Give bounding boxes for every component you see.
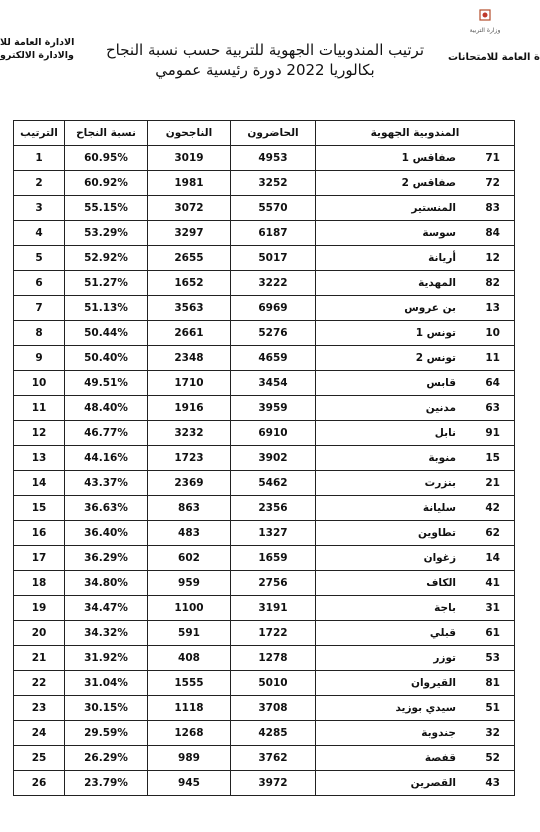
rank-cell: 14	[14, 471, 65, 496]
passed-cell: 1100	[148, 596, 231, 621]
table-row	[14, 321, 515, 346]
table-row	[14, 371, 515, 396]
region-cell	[316, 296, 515, 321]
passed-cell: 408	[148, 646, 231, 671]
ministry-logo	[456, 8, 514, 36]
region-code: 72	[485, 177, 500, 189]
region-code: 41	[485, 577, 500, 589]
present-cell: 5010	[231, 671, 316, 696]
passed-cell: 1555	[148, 671, 231, 696]
rank-cell: 11	[14, 396, 65, 421]
rank-cell: 19	[14, 596, 65, 621]
region-cell	[316, 771, 515, 796]
present-cell: 1659	[231, 546, 316, 571]
region-code: 53	[485, 652, 500, 664]
left-org-line1: الادارة العامة للا	[0, 37, 75, 48]
region-code: 81	[485, 677, 500, 689]
success-rate-cell: 51.27%	[65, 271, 148, 296]
table-body	[14, 146, 515, 796]
present-cell: 4285	[231, 721, 316, 746]
region-name: زغوان	[423, 552, 456, 564]
table-row	[14, 596, 515, 621]
passed-cell: 1723	[148, 446, 231, 471]
region-cell	[316, 496, 515, 521]
header-region: المندوبية الجهوية	[316, 121, 515, 146]
region-code: 64	[485, 377, 500, 389]
region-code: 15	[485, 452, 500, 464]
logo-text: وزارة التربية	[469, 27, 501, 34]
success-rate-cell: 60.92%	[65, 171, 148, 196]
present-cell: 6187	[231, 221, 316, 246]
ranking-table	[13, 120, 515, 796]
table-row	[14, 271, 515, 296]
region-name: صفاقس 1	[401, 152, 456, 164]
success-rate-cell: 26.29%	[65, 746, 148, 771]
region-code: 63	[485, 402, 500, 414]
success-rate-cell: 43.37%	[65, 471, 148, 496]
region-code: 62	[485, 527, 500, 539]
rank-cell: 5	[14, 246, 65, 271]
region-code: 84	[485, 227, 500, 239]
table-row	[14, 396, 515, 421]
present-cell: 3902	[231, 446, 316, 471]
success-rate-cell: 31.92%	[65, 646, 148, 671]
success-rate-cell: 29.59%	[65, 721, 148, 746]
success-rate-cell: 30.15%	[65, 696, 148, 721]
region-name: سليانة	[422, 502, 456, 514]
region-cell	[316, 571, 515, 596]
rank-cell: 9	[14, 346, 65, 371]
rank-cell: 6	[14, 271, 65, 296]
left-org-line2: والادارة الالكترو	[0, 50, 74, 61]
region-code: 32	[485, 727, 500, 739]
success-rate-cell: 53.29%	[65, 221, 148, 246]
region-code: 10	[485, 327, 500, 339]
table-row	[14, 146, 515, 171]
region-name: المهدية	[418, 277, 456, 289]
region-code: 12	[485, 252, 500, 264]
region-cell	[316, 271, 515, 296]
table-header-row	[14, 121, 515, 146]
region-cell	[316, 746, 515, 771]
region-code: 91	[485, 427, 500, 439]
region-cell	[316, 446, 515, 471]
region-name: سوسة	[422, 227, 456, 239]
table-row	[14, 296, 515, 321]
present-cell: 1722	[231, 621, 316, 646]
passed-cell: 2661	[148, 321, 231, 346]
title-line1: ترتيب المندوبيات الجهوية للتربية حسب نسبة النجاح	[105, 41, 425, 59]
success-rate-cell: 36.40%	[65, 521, 148, 546]
region-cell	[316, 146, 515, 171]
passed-cell: 483	[148, 521, 231, 546]
rank-cell: 21	[14, 646, 65, 671]
success-rate-cell: 50.44%	[65, 321, 148, 346]
region-code: 83	[485, 202, 500, 214]
rank-cell: 25	[14, 746, 65, 771]
success-rate-cell: 23.79%	[65, 771, 148, 796]
success-rate-cell: 44.16%	[65, 446, 148, 471]
region-cell	[316, 246, 515, 271]
table-row	[14, 771, 515, 796]
present-cell: 5570	[231, 196, 316, 221]
passed-cell: 1710	[148, 371, 231, 396]
rank-cell: 7	[14, 296, 65, 321]
passed-cell: 591	[148, 621, 231, 646]
table-row	[14, 671, 515, 696]
passed-cell: 1268	[148, 721, 231, 746]
passed-cell: 2369	[148, 471, 231, 496]
passed-cell: 602	[148, 546, 231, 571]
header-rank: الترتيب	[14, 121, 65, 146]
region-cell	[316, 596, 515, 621]
table-row	[14, 171, 515, 196]
present-cell: 4953	[231, 146, 316, 171]
passed-cell: 989	[148, 746, 231, 771]
region-name: منوبة	[428, 452, 456, 464]
success-rate-cell: 48.40%	[65, 396, 148, 421]
success-rate-cell: 60.95%	[65, 146, 148, 171]
region-name: بن عروس	[404, 302, 456, 314]
region-name: القصرين	[410, 777, 456, 789]
present-cell: 3762	[231, 746, 316, 771]
present-cell: 3191	[231, 596, 316, 621]
region-code: 42	[485, 502, 500, 514]
region-name: قبلي	[429, 627, 456, 639]
present-cell: 3252	[231, 171, 316, 196]
region-cell	[316, 471, 515, 496]
region-name: القيروان	[410, 677, 456, 689]
present-cell: 3959	[231, 396, 316, 421]
region-cell	[316, 371, 515, 396]
present-cell: 1327	[231, 521, 316, 546]
region-code: 11	[485, 352, 500, 364]
rank-cell: 18	[14, 571, 65, 596]
present-cell: 1278	[231, 646, 316, 671]
present-cell: 2756	[231, 571, 316, 596]
region-name: جندوبة	[421, 727, 456, 739]
region-code: 31	[485, 602, 500, 614]
passed-cell: 3563	[148, 296, 231, 321]
left-organization-header	[0, 36, 75, 62]
rank-cell: 26	[14, 771, 65, 796]
rank-cell: 22	[14, 671, 65, 696]
table-row	[14, 196, 515, 221]
table-row	[14, 346, 515, 371]
header-success-rate: نسبة النجاح	[65, 121, 148, 146]
region-cell	[316, 546, 515, 571]
region-name: بنزرت	[424, 477, 456, 489]
table-row	[14, 496, 515, 521]
region-name: صفاقس 2	[401, 177, 456, 189]
success-rate-cell: 55.15%	[65, 196, 148, 221]
region-name: نابل	[434, 427, 456, 439]
region-cell	[316, 171, 515, 196]
success-rate-cell: 36.29%	[65, 546, 148, 571]
region-name: توزر	[433, 652, 456, 664]
region-cell	[316, 421, 515, 446]
table-row	[14, 221, 515, 246]
region-code: 51	[485, 702, 500, 714]
header-present: الحاضرون	[231, 121, 316, 146]
region-cell	[316, 646, 515, 671]
passed-cell: 1118	[148, 696, 231, 721]
region-name: باجة	[434, 602, 456, 614]
region-name: تطاوين	[417, 527, 456, 539]
right-org-header: ة العامة للامتحانات	[448, 52, 540, 63]
table-row	[14, 521, 515, 546]
region-name: المنستير	[411, 202, 456, 214]
success-rate-cell: 34.80%	[65, 571, 148, 596]
region-name: قابس	[426, 377, 456, 389]
success-rate-cell: 51.13%	[65, 296, 148, 321]
region-name: مدنين	[425, 402, 456, 414]
rank-cell: 16	[14, 521, 65, 546]
rank-cell: 15	[14, 496, 65, 521]
region-code: 82	[485, 277, 500, 289]
success-rate-cell: 31.04%	[65, 671, 148, 696]
region-cell	[316, 671, 515, 696]
region-name: الكاف	[426, 577, 456, 589]
region-code: 61	[485, 627, 500, 639]
region-code: 21	[485, 477, 500, 489]
table-row	[14, 721, 515, 746]
passed-cell: 3072	[148, 196, 231, 221]
table-row	[14, 571, 515, 596]
success-rate-cell: 34.47%	[65, 596, 148, 621]
region-code: 14	[485, 552, 500, 564]
rank-cell: 23	[14, 696, 65, 721]
passed-cell: 1981	[148, 171, 231, 196]
passed-cell: 3019	[148, 146, 231, 171]
rank-cell: 2	[14, 171, 65, 196]
present-cell: 3972	[231, 771, 316, 796]
success-rate-cell: 50.40%	[65, 346, 148, 371]
present-cell: 3454	[231, 371, 316, 396]
region-cell	[316, 721, 515, 746]
success-rate-cell: 46.77%	[65, 421, 148, 446]
region-cell	[316, 321, 515, 346]
passed-cell: 2348	[148, 346, 231, 371]
table-row	[14, 446, 515, 471]
region-cell	[316, 396, 515, 421]
rank-cell: 12	[14, 421, 65, 446]
ministry-emblem-icon	[456, 8, 514, 36]
region-cell	[316, 221, 515, 246]
present-cell: 6910	[231, 421, 316, 446]
region-name: تونس 1	[415, 327, 456, 339]
region-name: قفصة	[424, 752, 456, 764]
region-cell	[316, 696, 515, 721]
passed-cell: 863	[148, 496, 231, 521]
region-code: 52	[485, 752, 500, 764]
title-line2: بكالوريا 2022 دورة رئيسية عمومي	[155, 61, 375, 79]
table-row	[14, 621, 515, 646]
present-cell: 5276	[231, 321, 316, 346]
table-row	[14, 646, 515, 671]
passed-cell: 1916	[148, 396, 231, 421]
region-name: أريانة	[428, 252, 456, 264]
table-row	[14, 246, 515, 271]
table-row	[14, 746, 515, 771]
present-cell: 5017	[231, 246, 316, 271]
passed-cell: 959	[148, 571, 231, 596]
passed-cell: 3297	[148, 221, 231, 246]
region-name: تونس 2	[415, 352, 456, 364]
present-cell: 3708	[231, 696, 316, 721]
rank-cell: 4	[14, 221, 65, 246]
present-cell: 6969	[231, 296, 316, 321]
table-row	[14, 471, 515, 496]
passed-cell: 1652	[148, 271, 231, 296]
region-code: 13	[485, 302, 500, 314]
passed-cell: 3232	[148, 421, 231, 446]
rank-cell: 17	[14, 546, 65, 571]
table-row	[14, 546, 515, 571]
rank-cell: 24	[14, 721, 65, 746]
present-cell: 3222	[231, 271, 316, 296]
document-title	[95, 40, 435, 80]
success-rate-cell: 49.51%	[65, 371, 148, 396]
region-cell	[316, 621, 515, 646]
rank-cell: 3	[14, 196, 65, 221]
table-row	[14, 696, 515, 721]
rank-cell: 10	[14, 371, 65, 396]
region-name: سيدي بوزيد	[395, 702, 456, 714]
rank-cell: 1	[14, 146, 65, 171]
region-code: 71	[485, 152, 500, 164]
rank-cell: 20	[14, 621, 65, 646]
present-cell: 4659	[231, 346, 316, 371]
present-cell: 2356	[231, 496, 316, 521]
rank-cell: 8	[14, 321, 65, 346]
passed-cell: 2655	[148, 246, 231, 271]
present-cell: 5462	[231, 471, 316, 496]
region-cell	[316, 521, 515, 546]
region-code: 43	[485, 777, 500, 789]
table-row	[14, 421, 515, 446]
success-rate-cell: 36.63%	[65, 496, 148, 521]
passed-cell: 945	[148, 771, 231, 796]
success-rate-cell: 34.32%	[65, 621, 148, 646]
rank-cell: 13	[14, 446, 65, 471]
header-passed: الناجحون	[148, 121, 231, 146]
region-cell	[316, 346, 515, 371]
region-cell	[316, 196, 515, 221]
success-rate-cell: 52.92%	[65, 246, 148, 271]
